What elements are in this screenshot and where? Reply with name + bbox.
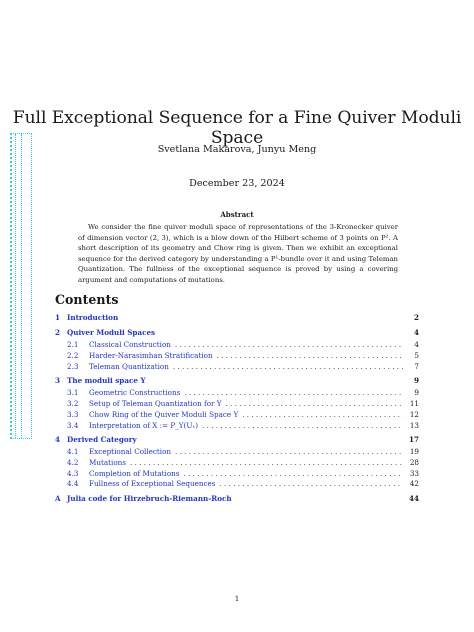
toc-dot-leader	[225, 399, 403, 408]
toc-title: Mutations	[89, 457, 126, 467]
toc-section-link[interactable]	[55, 435, 419, 447]
toc-title: Chow Ring of the Quiver Moduli Space Y	[89, 409, 239, 419]
toc-title: The moduli space Y	[67, 376, 146, 386]
toc-number: 3.2	[67, 398, 79, 408]
toc-page-number: 11	[409, 398, 419, 408]
toc-dot-leader	[130, 458, 403, 467]
table-of-contents	[55, 313, 419, 506]
contents-heading: Contents	[55, 292, 119, 307]
toc-number: 2.2	[67, 351, 79, 361]
toc-number: 4	[55, 435, 61, 445]
toc-page-number: 4	[413, 328, 419, 338]
toc-number: 4.4	[67, 479, 79, 489]
toc-section-link[interactable]	[55, 328, 419, 340]
toc-subsection-link[interactable]	[55, 458, 419, 469]
toc-subsection-link[interactable]	[55, 351, 419, 362]
toc-title: Completion of Mutations	[89, 468, 180, 478]
toc-page-number: 44	[408, 493, 419, 503]
abstract-heading: Abstract	[220, 210, 254, 219]
toc-number: 4.3	[67, 468, 79, 478]
toc-subsection-link[interactable]	[55, 362, 419, 373]
toc-page-number: 12	[409, 409, 419, 419]
page-number: 1	[234, 594, 240, 603]
toc-subsection-link[interactable]	[55, 421, 419, 432]
toc-subsection-link[interactable]	[55, 447, 419, 458]
abstract-text: We consider the fine quiver moduli space of representations of the 3-Kronecker quiver of dimension vector (2, 3), which is a blow down of the Hilbert scheme of 3 points on P². A short description of its geometry and Chow ring is given. Then we exhibit an exceptional sequence for the derived category by understanding a P¹-bundle over it and using Teleman Quantization. The fullness of the exceptional sequence is proved by using a covering argument and computations of mutations.	[78, 223, 398, 284]
toc-title: Exceptional Collection	[89, 446, 172, 456]
toc-dot-leader	[184, 469, 404, 478]
toc-title: Geometric Constructions	[89, 388, 181, 398]
toc-number: 2.3	[67, 361, 79, 371]
toc-page-number: 4	[414, 340, 419, 350]
toc-dot-leader	[173, 362, 403, 371]
toc-number: 3.3	[67, 409, 79, 419]
toc-number: 4.2	[67, 457, 79, 467]
toc-page-number: 33	[409, 468, 419, 478]
toc-subsection-link[interactable]	[55, 410, 419, 421]
date: December 23, 2024	[189, 178, 285, 189]
toc-section-link[interactable]	[55, 376, 419, 388]
toc-number: 3.4	[67, 420, 79, 430]
toc-subsection-link[interactable]	[55, 388, 419, 399]
toc-title: Quiver Moduli Spaces	[67, 328, 156, 338]
toc-page-number: 42	[409, 479, 419, 489]
toc-dot-leader	[184, 388, 403, 397]
toc-title: Classical Construction	[89, 340, 171, 350]
toc-page-number: 28	[409, 457, 419, 467]
toc-page-number: 5	[414, 351, 419, 361]
toc-dot-leader	[242, 410, 403, 419]
toc-dot-leader	[219, 479, 403, 488]
toc-subsection-link[interactable]	[55, 340, 419, 351]
toc-page-number: 9	[414, 388, 419, 398]
toc-number: 1	[55, 313, 61, 322]
toc-dot-leader	[202, 421, 403, 430]
toc-title: Introduction	[67, 313, 119, 322]
toc-section-link[interactable]	[55, 313, 419, 325]
toc-page-number: 9	[413, 376, 419, 386]
toc-subsection-link[interactable]	[55, 399, 419, 410]
toc-page-number: 19	[409, 446, 419, 456]
toc-number: 3	[55, 376, 61, 386]
toc-subsection-link[interactable]	[55, 469, 419, 480]
toc-number: A	[55, 493, 61, 503]
toc-title: Julia code for Hirzebruch-Riemann-Roch	[67, 493, 232, 503]
toc-title: Harder-Narasimhan Stratification	[89, 351, 213, 361]
toc-number: 2	[55, 328, 61, 338]
toc-dot-leader	[175, 340, 403, 349]
toc-section-link[interactable]	[55, 494, 419, 506]
toc-title: Teleman Quantization	[89, 361, 169, 371]
toc-title: Derived Category	[67, 435, 137, 445]
toc-page-number: 17	[408, 435, 419, 445]
toc-subsection-link[interactable]	[55, 479, 419, 490]
toc-number: 3.1	[67, 388, 79, 398]
paper-title: Full Exceptional Sequence for a Fine Quiver Moduli Space	[12, 108, 462, 148]
toc-page-number: 13	[409, 420, 419, 430]
toc-dot-leader	[175, 447, 403, 456]
toc-page-number: 2	[413, 313, 419, 322]
toc-page-number: 7	[414, 361, 419, 371]
toc-title: Fullness of Exceptional Sequences	[89, 479, 216, 489]
toc-title: Interpretation of X := P_Y(U₁)	[89, 420, 199, 430]
authors: Svetlana Makarova, Junyu Meng	[157, 144, 317, 155]
toc-number: 4.1	[67, 446, 79, 456]
toc-title: Setup of Teleman Quantization for Y	[89, 398, 222, 408]
toc-dot-leader	[217, 351, 403, 360]
toc-number: 2.1	[67, 340, 79, 350]
